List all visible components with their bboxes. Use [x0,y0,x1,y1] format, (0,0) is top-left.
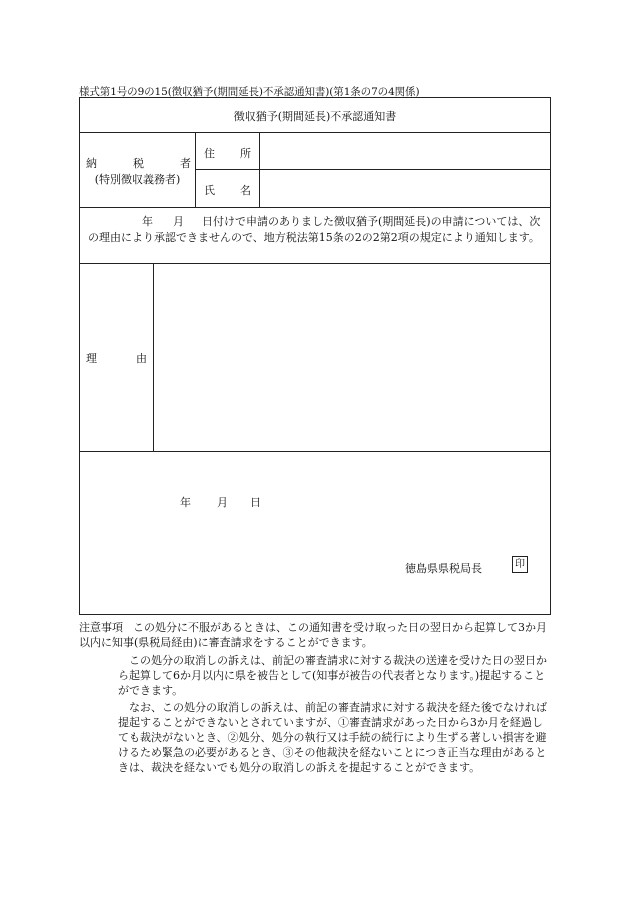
notice-year: 年 [142,215,153,228]
notice-form-table [79,97,551,615]
taxpayer-row [80,133,550,208]
name-label-char: 名 [240,184,251,197]
sign-day: 日 [250,496,261,509]
seal-mark: 印 [512,556,528,573]
taxpayer-label-char: 税 [133,157,144,170]
name-label-char: 氏 [204,184,215,197]
reason-label-char: 由 [136,352,147,365]
taxpayer-label-cell [80,133,196,207]
notice-month: 月 [173,215,184,228]
address-label-cell [196,133,260,169]
notice-text [88,214,544,246]
notes-section [79,620,551,777]
sign-date [180,494,261,510]
sign-month: 月 [217,496,228,509]
taxpayer-label [86,155,191,171]
document-title: 徴収猶予(期間延長)不承認通知書 [233,110,397,123]
signature-row [80,452,550,614]
sign-year: 年 [180,496,191,509]
issuer-name: 徳島県県税局長 [405,562,482,575]
notes-first-line [79,620,551,650]
reason-label-char: 理 [86,352,97,365]
reason-label [86,350,147,366]
taxpayer-label-char: 納 [86,157,97,170]
notes-body [118,653,551,775]
address-label-char: 所 [240,147,251,160]
address-label-char: 住 [204,147,215,160]
notice-row [80,208,550,264]
taxpayer-address-row [196,133,550,170]
notes-first: この処分に不服があるときは、この通知書を受け取った日の翌日から起算して3か月以内に知事(県税局経由)に審査請求をすることができます。 [79,621,547,649]
taxpayer-label-char: 者 [180,157,191,170]
taxpayer-sublabel: (特別徴収義務者) [94,173,181,186]
notice-body: 日付けで申請のありました徴収猶予(期間延長)の申請については、次の理由により承認できませんので、地方税法第15条の2の2第2項の規定により通知します。 [88,215,541,244]
reason-row [80,264,550,452]
reason-label-cell [80,264,154,451]
taxpayer-name-row [196,170,550,208]
form-number-label: 様式第1号の9の15(徴収猶予(期間延長)不承認通知書)(第1条の7の4関係) [79,86,420,98]
notes-second: この処分の取消しの訴えは、前記の審査請求に対する裁決の送達を受けた日の翌日から起算して6か月以内に県を被告として(知事が被告の代表者となります。)提起することができます。 [118,654,547,697]
notes-heading: 注意事項 [79,621,123,634]
title-row [80,98,550,133]
notes-third: なお、この処分の取消しの訴えは、前記の審査請求に対する裁決を経た後でなければ提起することができないとされていますが、①審査請求があった日から3か月を経過しても裁決がないとき、②処分、処分の執行又は手続の続行により生ずる著しい損害を避けるため緊急の必要があるとき、③その他裁決を経ないことにつき正当な理由があるときは、裁決を経ないでも処分の取消しの訴えを提起することができます。 [118,701,547,774]
name-label-cell [196,170,260,208]
